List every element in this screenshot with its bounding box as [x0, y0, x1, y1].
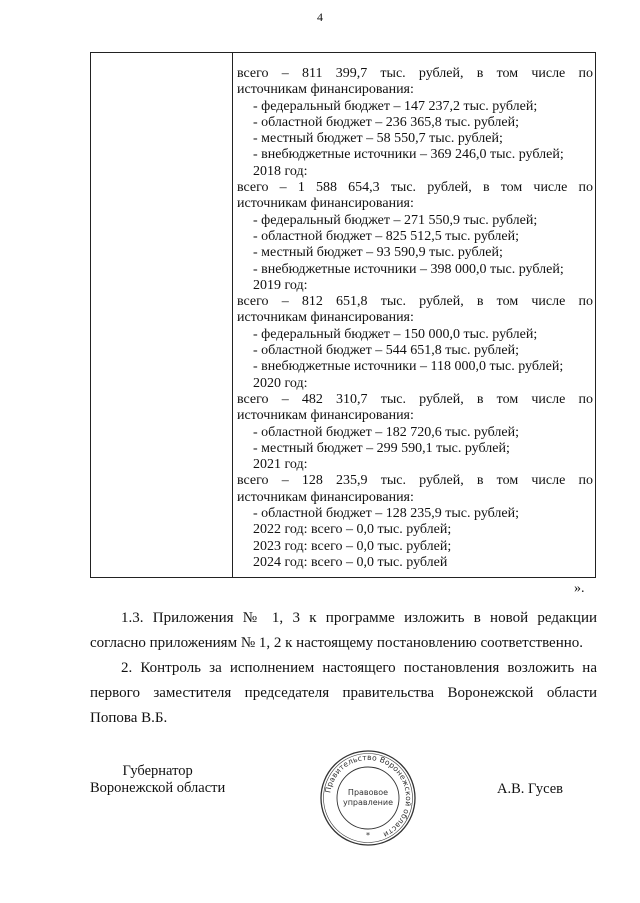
financing-line: 2018 год:	[253, 163, 308, 179]
financing-line: источникам финансирования:	[237, 310, 414, 326]
financing-line: источникам финансирования:	[237, 82, 414, 98]
official-seal-stamp	[318, 748, 418, 848]
financing-line: - внебюджетные источники – 118 000,0 тыс. рублей;	[253, 359, 564, 375]
financing-line: - федеральный бюджет – 147 237,2 тыс. рублей;	[253, 98, 538, 114]
financing-line: - местный бюджет – 93 590,9 тыс. рублей;	[253, 245, 503, 261]
financing-line: - федеральный бюджет – 271 550,9 тыс. рублей;	[253, 212, 538, 228]
signatory-title	[90, 763, 225, 797]
signatory-title-line: Губернатор	[122, 763, 193, 779]
paragraph-rest: согласно приложениям № 1, 2 к настоящему постановлению соответственно.	[90, 635, 584, 651]
paragraph-first-line: 2. Контроль за исполнением настоящего постановления возложить на	[121, 660, 597, 676]
financing-line: источникам финансирования:	[237, 489, 414, 505]
financing-line: всего – 482 310,7 тыс. рублей, в том числе по	[237, 391, 593, 407]
seal-inner-line: управление	[342, 798, 394, 807]
financing-line: 2023 год: всего – 0,0 тыс. рублей;	[253, 538, 452, 554]
financing-line: - внебюджетные источники – 398 000,0 тыс. рублей;	[253, 261, 564, 277]
page-number: 4	[317, 10, 323, 24]
financing-line: - областной бюджет – 128 235,9 тыс. рублей;	[253, 506, 519, 522]
financing-table	[90, 52, 596, 578]
financing-line: - федеральный бюджет – 150 000,0 тыс. рублей;	[253, 326, 538, 342]
financing-line: - областной бюджет – 236 365,8 тыс. рублей;	[253, 114, 519, 130]
financing-line: всего – 811 399,7 тыс. рублей, в том числе по	[237, 66, 593, 81]
paragraph-first-line: 1.3. Приложения № 1, 3 к программе изложить в новой редакции	[121, 610, 597, 626]
financing-line: 2019 год:	[253, 277, 308, 293]
table-end-mark: ».	[574, 581, 585, 596]
financing-line: - внебюджетные источники – 369 246,0 тыс. рублей;	[253, 147, 564, 163]
financing-line: всего – 128 235,9 тыс. рублей, в том числе по	[237, 473, 593, 489]
financing-line: 2020 год:	[253, 375, 308, 391]
paragraph-rest: первого заместителя председателя правительства Воронежской области Попова В.Б.	[90, 685, 597, 726]
financing-line: - областной бюджет – 544 651,8 тыс. рублей;	[253, 343, 519, 359]
financing-line: источникам финансирования:	[237, 408, 414, 424]
paragraph-1-3	[90, 606, 597, 656]
financing-line: всего – 812 651,8 тыс. рублей, в том числе по	[237, 294, 593, 310]
seal-star: *	[366, 831, 370, 840]
financing-line: 2021 год:	[253, 457, 308, 473]
financing-line: - местный бюджет – 299 590,1 тыс. рублей;	[253, 440, 510, 456]
financing-cell	[232, 66, 595, 571]
seal-outer-text: Правительство Воронежской области	[323, 752, 414, 840]
financing-line: 2024 год: всего – 0,0 тыс. рублей	[253, 554, 448, 570]
financing-line: - областной бюджет – 182 720,6 тыс. рублей;	[253, 424, 519, 440]
financing-line: источникам финансирования:	[237, 196, 414, 212]
financing-line: всего – 1 588 654,3 тыс. рублей, в том числе по	[237, 180, 593, 196]
signatory-name: А.В. Гусев	[497, 781, 563, 797]
financing-line: - областной бюджет – 825 512,5 тыс. рублей;	[253, 228, 519, 244]
financing-line: - местный бюджет – 58 550,7 тыс. рублей;	[253, 131, 503, 147]
financing-line: 2022 год: всего – 0,0 тыс. рублей;	[253, 522, 452, 538]
paragraph-2	[90, 656, 597, 731]
seal-inner-line: Правовое	[347, 788, 389, 797]
signatory-title-line: Воронежской области	[90, 780, 226, 796]
